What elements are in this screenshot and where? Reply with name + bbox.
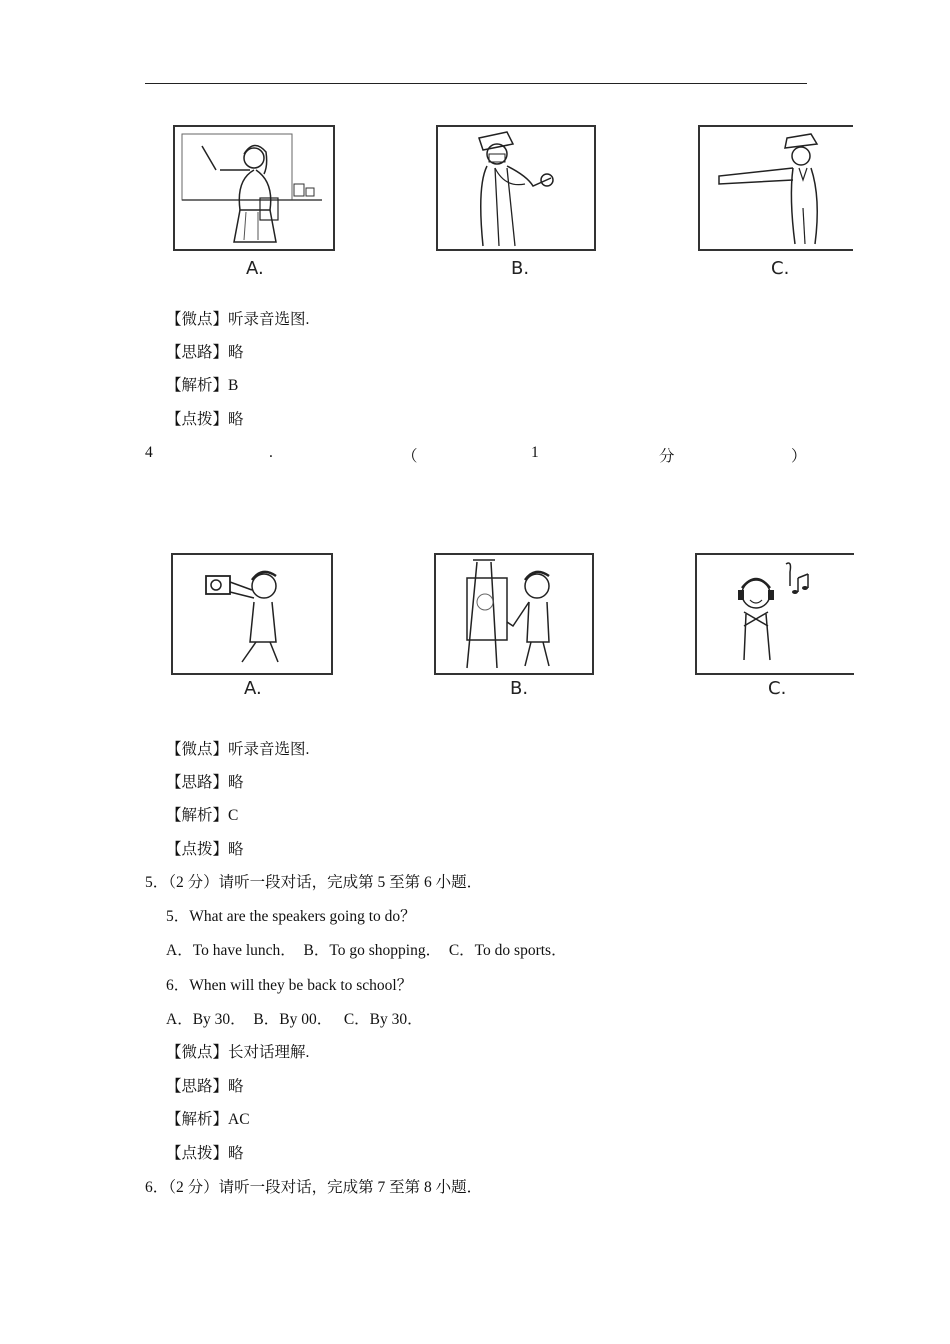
boy-taking-photo-icon <box>170 552 334 676</box>
q4-number: 4 <box>145 444 153 461</box>
q5-sub6-question: 6．When will they be back to school？ <box>166 977 413 994</box>
q3-option-b-picture <box>435 124 597 252</box>
q4-option-a-label: A. <box>244 678 262 699</box>
q3-option-c-picture <box>697 124 853 252</box>
header-rule <box>145 83 807 84</box>
q5-sub5-question: 5．What are the speakers going to do？ <box>166 908 416 925</box>
q5-header: 5．（2 分）请听一段对话，完成第 5 至第 6 小题． <box>145 874 483 891</box>
q4-option-c-picture <box>694 552 854 676</box>
q5-dianbo: 【点拨】略 <box>166 1145 244 1162</box>
q4-option-c-label: C. <box>768 678 787 699</box>
q4-left-paren: （ <box>402 448 418 465</box>
q4-score-unit: 分 <box>659 448 675 465</box>
q4-right-paren: ） <box>791 448 807 465</box>
q4-option-a-picture <box>170 552 334 676</box>
q3-weidian: 【微点】听录音选图. <box>166 311 310 328</box>
q4-option-b-label: B. <box>510 678 529 699</box>
q3-option-a-picture <box>172 124 336 252</box>
q3-option-b-label: B. <box>511 258 530 279</box>
q4-option-b-picture <box>433 552 595 676</box>
boy-listening-music-icon <box>694 552 854 676</box>
boy-painting-easel-icon <box>433 552 595 676</box>
police-officer-directing-icon <box>697 124 853 252</box>
q3-dianbo: 【点拨】略 <box>166 411 244 428</box>
q4-score: 1 <box>531 444 539 461</box>
q4-jiexi: 【解析】C <box>166 807 239 824</box>
q4-silu: 【思路】略 <box>166 774 244 791</box>
q3-option-a-label: A. <box>246 258 264 279</box>
q5-sub5-options: A．To have lunch． B．To go shopping． C．To do sports． <box>166 942 567 959</box>
q4-dot: . <box>269 444 273 461</box>
doctor-with-stethoscope-icon <box>435 124 597 252</box>
q6-header: 6．（2 分）请听一段对话，完成第 7 至第 8 小题． <box>145 1179 483 1196</box>
teacher-pointing-board-icon <box>172 124 336 252</box>
q4-dianbo: 【点拨】略 <box>166 841 244 858</box>
q5-sub6-options: A．By 30． B．By 00． C．By 30． <box>166 1011 423 1028</box>
q3-option-c-label: C. <box>771 258 790 279</box>
q3-silu: 【思路】略 <box>166 344 244 361</box>
q5-weidian: 【微点】长对话理解. <box>166 1044 310 1061</box>
q3-jiexi: 【解析】B <box>166 377 239 394</box>
q5-silu: 【思路】略 <box>166 1078 244 1095</box>
q5-jiexi: 【解析】AC <box>166 1111 250 1128</box>
q4-weidian: 【微点】听录音选图. <box>166 741 310 758</box>
